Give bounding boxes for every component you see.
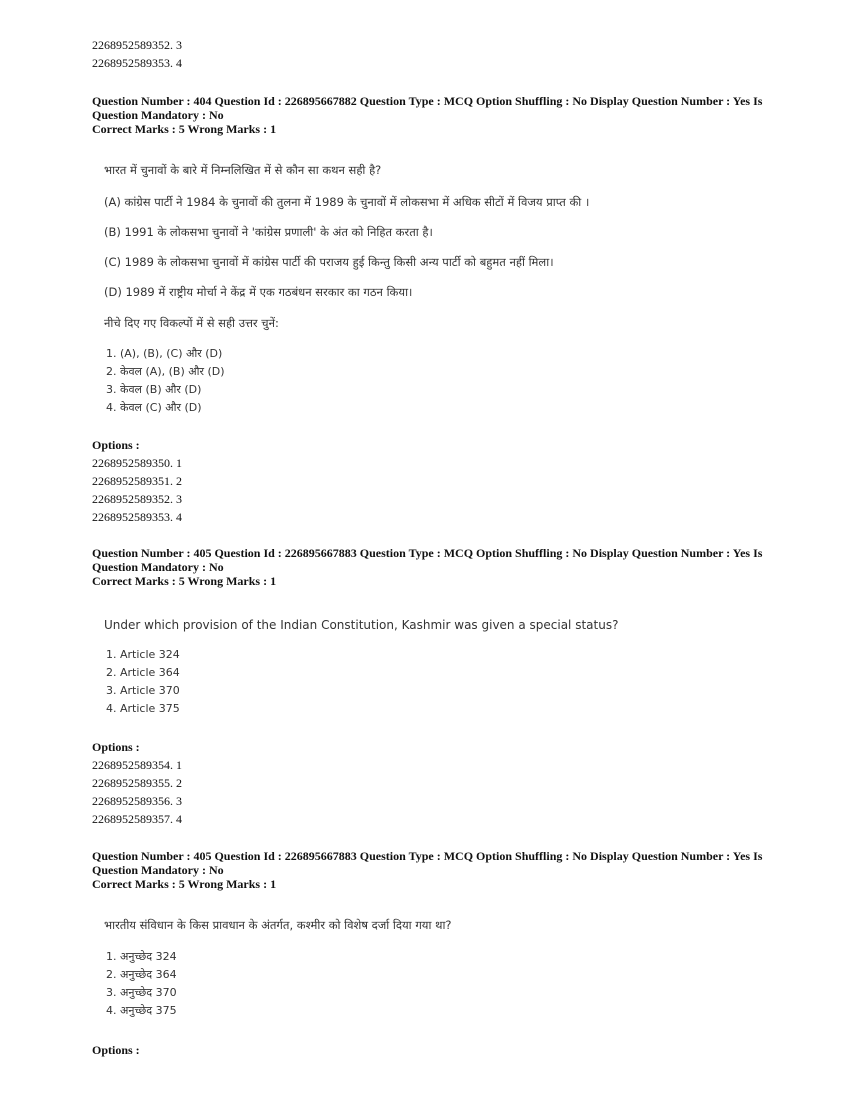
statement-c: (C) 1989 के लोकसभा चुनावों में कांग्रेस पार्टी की पराजय हुई किन्तु किसी अन्य पार्टी को बहुमत नहीं मिला।	[104, 255, 554, 269]
question-404-choices	[106, 345, 225, 417]
question-405-hi-text: भारतीय संविधान के किस प्रावधान के अंतर्गत, कश्मीर को विशेष दर्जा दिया गया था?	[104, 918, 452, 932]
question-meta-line: Question Number : 405 Question Id : 226895667883 Question Type : MCQ Option Shuffling : No Display Question Number : Yes Is	[92, 546, 763, 560]
top-option-list	[92, 36, 772, 72]
choice-item: 3. केवल (B) और (D)	[106, 383, 202, 396]
choice-item: 4. अनुच्छेद 375	[106, 1004, 177, 1017]
question-meta-line: Question Number : 405 Question Id : 226895667883 Question Type : MCQ Option Shuffling : No Display Question Number : Yes Is	[92, 849, 763, 863]
question-404-prompt: नीचे दिए गए विकल्पों में से सही उत्तर चुनें:	[104, 316, 279, 330]
question-mandatory: Question Mandatory : No	[92, 863, 224, 877]
choice-item: 1. (A), (B), (C) और (D)	[106, 347, 223, 360]
choice-item: 2. केवल (A), (B) और (D)	[106, 365, 225, 378]
options-label: Options :	[92, 1043, 140, 1057]
question-404-header	[92, 94, 772, 136]
options-label: Options :	[92, 740, 140, 754]
option-id: 2268952589353. 4	[92, 510, 182, 524]
question-405-en-header	[92, 546, 772, 588]
choice-item: 2. Article 364	[106, 666, 180, 679]
question-405-hi-header	[92, 849, 772, 891]
option-id: 2268952589357. 4	[92, 812, 182, 826]
question-mandatory: Question Mandatory : No	[92, 108, 224, 122]
option-id: 2268952589355. 2	[92, 776, 182, 790]
option-id: 2268952589352. 3	[92, 492, 182, 506]
statement-b: (B) 1991 के लोकसभा चुनावों ने 'कांग्रेस प्रणाली' के अंत को निहित करता है।	[104, 225, 433, 239]
option-id: 2268952589351. 2	[92, 474, 182, 488]
question-meta-line: Question Number : 404 Question Id : 226895667882 Question Type : MCQ Option Shuffling : No Display Question Number : Yes Is	[92, 94, 763, 108]
choice-item: 1. अनुच्छेद 324	[106, 950, 177, 963]
question-mandatory: Question Mandatory : No	[92, 560, 224, 574]
question-405-en-choices	[106, 646, 180, 718]
statement-a: (A) कांग्रेस पार्टी ने 1984 के चुनावों की तुलना में 1989 के चुनावों में लोकसभा में अधिक सीटों में विजय प्राप्त की ।	[104, 195, 590, 209]
question-405-hi-options	[92, 1041, 772, 1059]
choice-item: 3. अनुच्छेद 370	[106, 986, 177, 999]
question-marks: Correct Marks : 5 Wrong Marks : 1	[92, 122, 277, 136]
question-405-hi-choices	[106, 948, 177, 1020]
option-id: 2268952589350. 1	[92, 456, 182, 470]
options-label: Options :	[92, 438, 140, 452]
option-id: 2268952589352. 3	[92, 38, 182, 52]
choice-item: 4. केवल (C) और (D)	[106, 401, 202, 414]
choice-item: 2. अनुच्छेद 364	[106, 968, 177, 981]
option-id: 2268952589353. 4	[92, 56, 182, 70]
question-marks: Correct Marks : 5 Wrong Marks : 1	[92, 574, 277, 588]
choice-item: 3. Article 370	[106, 684, 180, 697]
option-id: 2268952589356. 3	[92, 794, 182, 808]
question-marks: Correct Marks : 5 Wrong Marks : 1	[92, 877, 277, 891]
option-id: 2268952589354. 1	[92, 758, 182, 772]
choice-item: 4. Article 375	[106, 702, 180, 715]
statement-d: (D) 1989 में राष्ट्रीय मोर्चा ने केंद्र में एक गठबंधन सरकार का गठन किया।	[104, 285, 413, 299]
choice-item: 1. Article 324	[106, 648, 180, 661]
question-405-en-options	[92, 738, 772, 828]
question-404-text: भारत में चुनावों के बारे में निम्नलिखित में से कौन सा कथन सही है?	[104, 163, 382, 177]
question-404-options	[92, 436, 772, 526]
question-405-en-text: Under which provision of the Indian Constitution, Kashmir was given a special status?	[104, 618, 619, 632]
